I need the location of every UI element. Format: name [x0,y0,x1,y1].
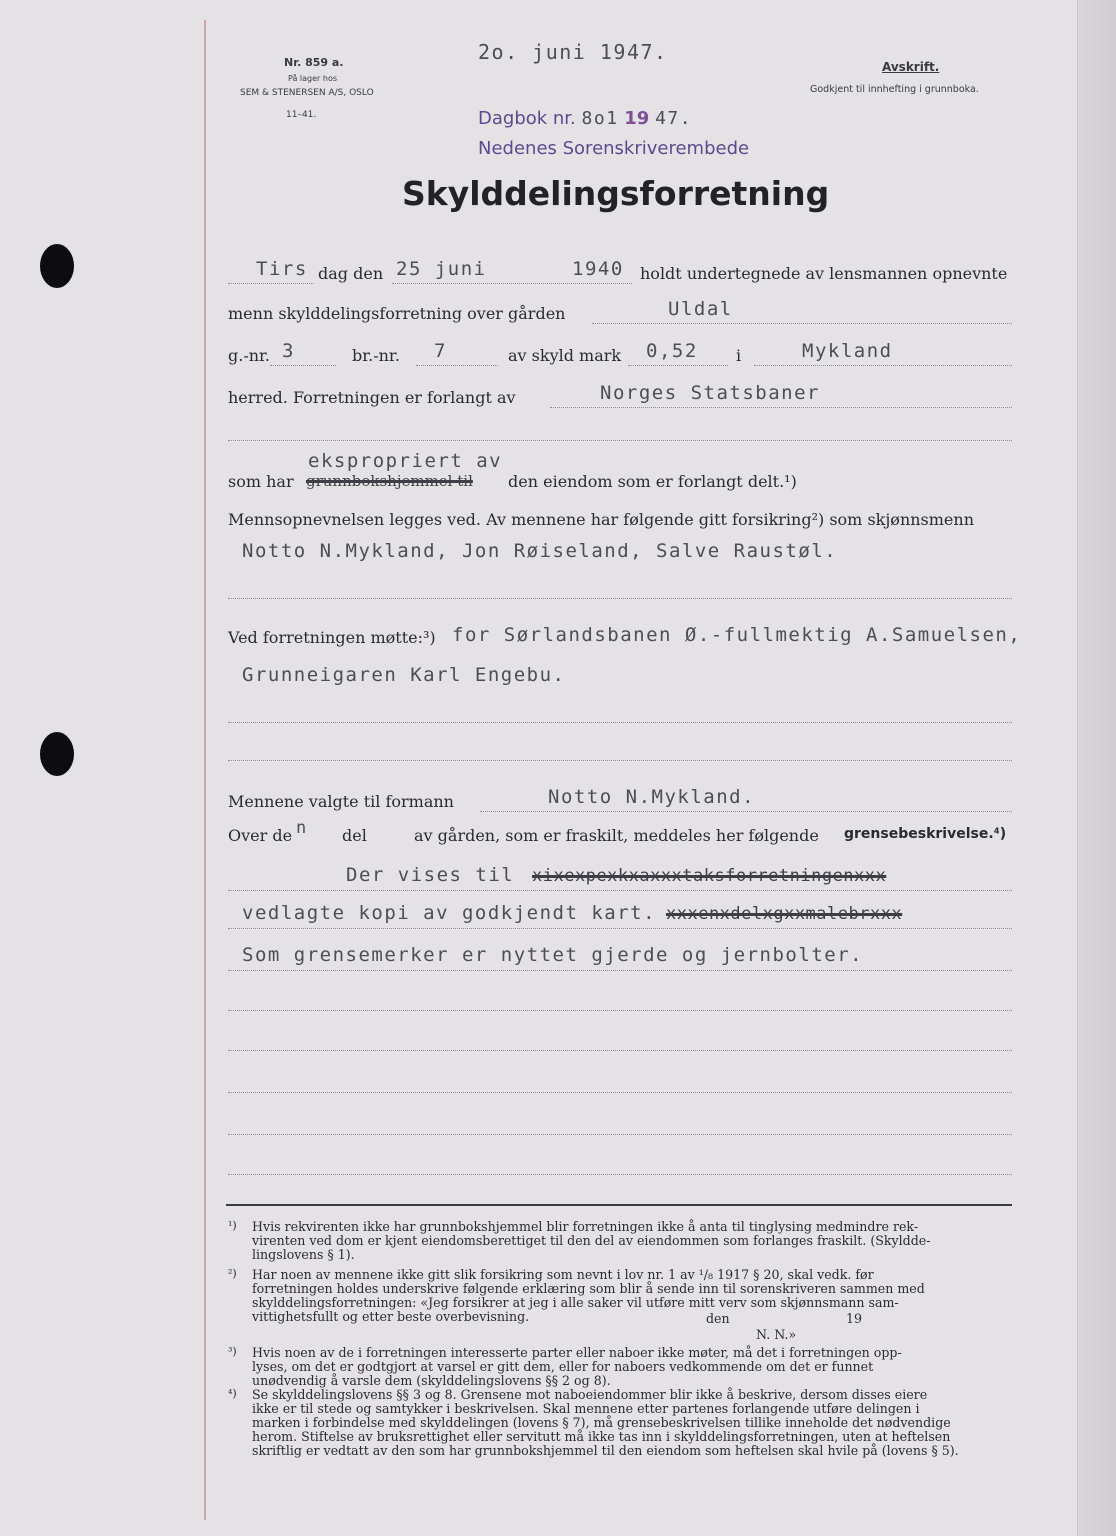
day-label: dag den [318,264,384,283]
blank-line-5 [228,1010,1012,1011]
footnote-2-den: den [706,1311,730,1326]
inserted-typed: ekspropriert av [308,450,503,472]
punch-hole-bottom [40,732,74,776]
footnote-2-line4: vittighetsfullt og etter beste overbevisning. [252,1309,530,1324]
footnote-2-line2: forretningen holdes underskrive følgende erklæring som blir å sende inn til sorenskriveren sammen med [252,1281,925,1296]
blank-line-6 [228,1050,1012,1051]
desc-line1-struck: xixexpexkxaxxxtaksforretningenxxx [532,866,887,886]
footnote-1-line1: Hvis rekvirenten ikke har grunnbokshjemmel blir forretningen ikke å anta til tinglysing medmindre rek- [252,1219,919,1234]
footnote-rule [226,1204,1012,1206]
gnr-label: g.-nr. [228,346,271,365]
men-text: menn skylddelingsforretning over gården [228,304,566,323]
herred-text: herred. Forretningen er forlangt av [228,388,516,407]
desc-fill-1 [228,890,1012,891]
footnote-2-mark: ²) [228,1267,237,1280]
dagbok-label: Dagbok nr. [478,108,576,129]
blank-line-9 [228,1174,1012,1175]
publisher-line1: På lager hos [288,74,337,83]
footnote-3-line2: lyses, om det er godtgjort at varsel er gitt dem, eller for naboers vedkommende om det er funnet [252,1359,874,1374]
footnote-4-line2: ikke er til stede og samtykker i beskrivelsen. Skal mennene etter partenes forlangende utføre delingen i [252,1401,920,1416]
over-typed-n: n [296,818,308,838]
office-stamp: Nedenes Sorenskriverembede [478,138,750,159]
skyld-fill [628,365,728,366]
blank-line-4 [228,760,1012,761]
margin-line [204,20,206,1520]
som-har-label: som har [228,472,294,491]
desc-line2-struck: xxxenxdelxgxxmalebrxxx [666,904,903,924]
brnr-fill [416,365,498,366]
desc-fill-3 [228,970,1012,971]
footnote-4-line4: herom. Stiftelse av bruksrettighet eller servitutt må ikke tas inn i skylddelingsforretningen, uten at heftelsen [252,1429,951,1444]
desc-line3-typed: Som grensemerker er nyttet gjerde og jernbolter. [242,944,864,966]
blank-line-3 [228,722,1012,723]
farm-typed: Uldal [668,298,733,320]
date-typed: 25 juni [396,258,487,280]
footnote-2-nn: N. N.» [756,1327,797,1342]
desc-fill-2 [228,928,1012,929]
formann-label: Mennene valgte til formann [228,792,454,811]
footnote-3-line3: unødvendig å varsle dem (skylddelingslovens §§ 2 og 8). [252,1373,611,1388]
farm-fill [592,323,1012,324]
footnote-1-mark: ¹) [228,1219,237,1232]
punch-hole-top [40,244,74,288]
footnote-2-line1: Har noen av mennene ikke gitt slik forsikring som nevnt i lov nr. 1 av ¹/₈ 1917 § 20, skal vedk. før [252,1267,874,1282]
men-names-typed: Notto N.Mykland, Jon Røiseland, Salve Raustøl. [242,540,838,562]
requester-typed: Norges Statsbaner [600,382,820,404]
blank-line-7 [228,1092,1012,1093]
avskrift-label: Avskrift. [882,60,940,74]
footnote-4-line1: Se skylddelingslovens §§ 3 og 8. Grensene mot naboeiendommer blir ikke å beskrive, dersom disses eiere [252,1387,928,1402]
dagbok-stamp [478,108,692,129]
footnote-2-line3: skylddelingsforretningen: «Jeg forsikrer at jeg i alle saker vil utføre mitt verv som skjønnsmann sam- [252,1295,899,1310]
footnote-1-line2: virenten ved dom er kjent eiendomsberettiget til den del av eiendommen som forlanges fraskilt. (Skyldde- [252,1233,931,1248]
eiendom-text: den eiendom som er forlangt delt.¹) [508,472,797,491]
footnote-3-line1: Hvis noen av de i forretningen interesserte parter eller naboer ikke møter, må det i forretningen opp- [252,1345,902,1360]
over-label: Over de [228,826,293,845]
dagbok-number: 8o1 [581,108,619,129]
grense-bold: grensebeskrivelse.⁴) [844,826,1007,842]
date-fill [392,283,632,284]
footnote-4-line3: marken i forbindelse med skylddelingen (lovens § 7), må grensebeskrivelsen tillike inneholde det nødvendige [252,1415,951,1430]
skyld-label: av skyld mark [508,346,622,365]
requester-fill [550,407,1012,408]
municipality-fill [754,365,1012,366]
held-text: holdt undertegnede av lensmannen opnevnte [640,264,1008,283]
typed-date-header: 2o. juni 1947. [478,40,668,64]
attendees-line1-typed: for Sørlandsbanen Ø.-fullmektig A.Samuelsen, [452,624,1022,646]
skyld-typed: 0,52 [646,340,698,362]
blank-line-8 [228,1134,1012,1135]
formann-typed: Notto N.Mykland. [548,786,756,808]
gnr-fill [270,365,336,366]
publisher-line3: 11–41. [286,110,317,120]
brnr-typed: 7 [434,340,447,362]
formann-fill [480,811,1012,812]
form-number: Nr. 859 a. [284,56,344,69]
blank-line-1 [228,440,1012,441]
footnote-3-mark: ³) [228,1345,237,1358]
attendees-line2-typed: Grunneigaren Karl Engebu. [242,664,566,686]
footnote-4-line5: skriftlig er vedtatt av den som har grunnbokshjemmel til den eiendom som heftelsen skal hvile på (lovens § 5). [252,1443,959,1458]
footnote-1-line3: lingslovens § 1). [252,1247,355,1262]
gnr-typed: 3 [282,340,295,362]
municipality-typed: Mykland [802,340,893,362]
footnote-4-mark: ⁴) [228,1387,237,1400]
del-label: del [342,826,367,845]
mennsop-text: Mennsopnevnelsen legges ved. Av mennene har følgende gitt forsikring²) som skjønnsmenn [228,510,975,529]
year-typed: 1940 [572,258,624,280]
ved-label: Ved forretningen møtte:³) [228,628,436,647]
brnr-label: br.-nr. [352,346,400,365]
dagbok-year-suffix: 47. [655,108,693,129]
footnote-2-19: 19 [846,1311,863,1326]
desc-line2-typed: vedlagte kopi av godkjendt kart. [242,902,657,924]
blank-line-2 [228,598,1012,599]
publisher-line2: SEM & STENERSEN A/S, OSLO [240,88,374,98]
day-typed: Tirs [256,258,308,280]
dagbok-year-prefix: 19 [624,108,650,129]
approved-note: Godkjent til innhefting i grunnboka. [810,84,979,95]
day-fill [228,283,314,284]
i-label: i [736,346,742,365]
paper-edge [1077,0,1116,1536]
document-title: Skylddelingsforretning [402,174,830,213]
desc-line1-typed: Der vises til [346,864,515,886]
garden-text: av gården, som er fraskilt, meddeles her følgende [414,826,819,845]
struck-text: grunnbokshjemmel til [306,472,473,490]
